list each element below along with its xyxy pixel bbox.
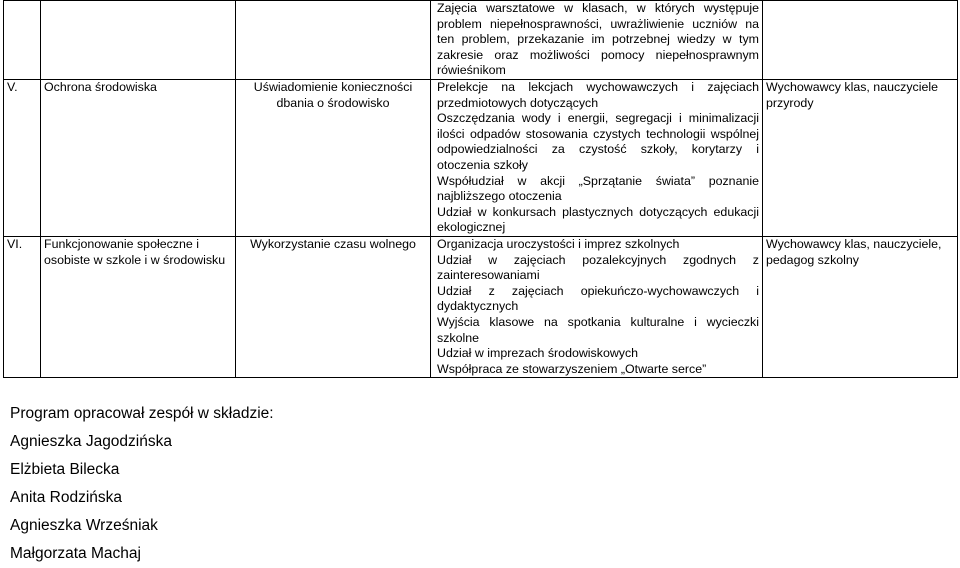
table-cell-goal xyxy=(236,1,431,80)
table-cell-goal xyxy=(236,80,431,237)
table-cell-responsible xyxy=(763,1,958,80)
goal-text: Uświadomienie konieczności dbania o środowisko xyxy=(253,80,413,110)
program-table xyxy=(3,0,958,378)
task-item: Zajęcia warsztatowe w klasach, w których występuje problem niepełnosprawności, uwrażliwienie uczniów na ten problem, przekazanie im potrzebnej wiedzy w tym zakresie oraz możliwości pomocy niepełnosprawnym rówieśnikom xyxy=(437,1,759,78)
area-name: Funkcjonowanie społeczne i osobiste w szkole i w środowisku xyxy=(44,236,226,267)
author-name: Agnieszka Wrześniak xyxy=(10,517,158,534)
task-item: Udział z zajęciach opiekuńczo-wychowawczych i dydaktycznych xyxy=(437,283,759,314)
responsible-text: Wychowawcy klas, nauczyciele, pedagog szkolny xyxy=(766,236,942,267)
table-cell-area xyxy=(41,236,236,377)
table-cell-responsible xyxy=(763,80,958,237)
task-item: Współpraca ze stowarzyszeniem „Otwarte serce” xyxy=(437,361,707,376)
authors-section xyxy=(10,400,274,568)
task-item: Wyjścia klasowe na spotkania kulturalne i wycieczki szkolne xyxy=(437,314,759,345)
task-item: Udział w zajęciach pozalekcyjnych zgodnych z zainteresowaniami xyxy=(437,252,759,283)
task-item: Prelekcje na lekcjach wychowawczych i zajęciach przedmiotowych dotyczących xyxy=(437,80,759,110)
table-cell-num xyxy=(4,80,41,237)
task-item: Udział w imprezach środowiskowych xyxy=(437,346,639,361)
author-name: Małgorzata Machaj xyxy=(10,545,141,562)
row-number: V. xyxy=(7,80,18,94)
table-cell-num xyxy=(4,1,41,80)
table-cell-num xyxy=(4,236,41,377)
task-item: Udział w konkursach plastycznych dotyczących edukacji ekologicznej xyxy=(437,204,759,235)
table-row xyxy=(4,1,958,80)
table-cell-tasks xyxy=(431,236,763,377)
author-name: Agnieszka Jagodzińska xyxy=(10,433,172,450)
row-number: VI. xyxy=(7,236,23,251)
table-cell-responsible xyxy=(763,236,958,377)
table-cell-area xyxy=(41,1,236,80)
area-name: Ochrona środowiska xyxy=(44,80,157,94)
authors-heading: Program opracował zespół w składzie: xyxy=(10,405,274,422)
author-name: Anita Rodzińska xyxy=(10,489,123,506)
responsible-text: Wychowawcy klas, nauczyciele przyrody xyxy=(766,80,939,110)
task-item: Organizacja uroczystości i imprez szkolnych xyxy=(437,236,680,251)
table-cell-area xyxy=(41,80,236,237)
table-cell-tasks xyxy=(431,80,763,237)
author-name: Elżbieta Bilecka xyxy=(10,461,120,478)
table-cell-tasks xyxy=(431,1,763,80)
table-cell-goal xyxy=(236,236,431,377)
task-item: Oszczędzania wody i energii, segregacji i minimalizacji ilości odpadów stosowania czystych technologii wspólnej odpowiedzialności za czystość szkoły, korytarzy i otoczenia szkoły xyxy=(437,111,759,172)
table-row xyxy=(4,80,958,237)
goal-text: Wykorzystanie czasu wolnego xyxy=(250,236,416,251)
table-row xyxy=(4,236,958,377)
task-item: Współudział w akcji „Sprzątanie świata” poznanie najbliższego otoczenia xyxy=(437,173,759,204)
